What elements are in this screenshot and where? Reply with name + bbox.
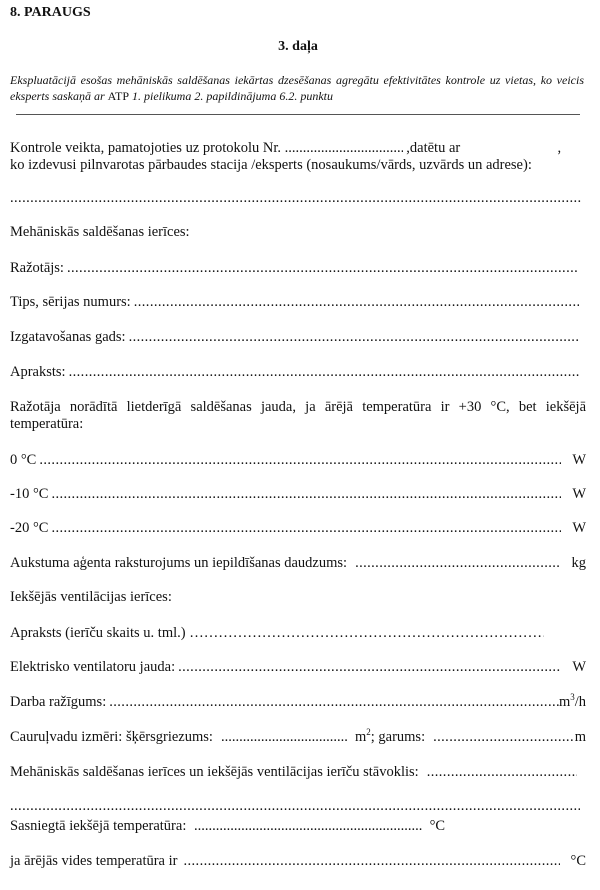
temp-label: -10 °C (10, 486, 49, 502)
issuer-label: ko izdevusi pilnvarotas pārbaudes stacija /eksperts (nosaukums/vārds, uzvārds un adrese): (10, 157, 532, 173)
intro-italic-b: 1. pielikuma 2. papildinājuma 6.2. punktu (132, 89, 333, 103)
ducts-label: Cauruļvadu izmēri: šķērsgriezums: (10, 729, 213, 745)
protocol-label: Kontrole veikta, pamatojoties uz protokolu Nr. (10, 140, 282, 156)
throughput-unit: $m^3/h$ (558, 692, 586, 710)
vent-description-label: Apraksts (ierīču skaits u. tml.) (10, 625, 186, 641)
reached-temp-unit: °C (429, 818, 446, 834)
control-line (10, 140, 586, 157)
condition-label: Mehāniskās saldēšanas ierīces un iekšējās ventilācijas ierīču stāvoklis: (10, 764, 419, 780)
throughput-row[interactable] (10, 694, 586, 711)
description-label: Apraksts: (10, 364, 66, 380)
cross-section-field[interactable] (221, 729, 347, 746)
throughput-label: Darba ražīgums: (10, 694, 107, 710)
temp-row-1[interactable] (10, 486, 586, 503)
temp-label: 0 °C (10, 452, 37, 468)
intro-text (10, 72, 584, 104)
temp-unit: W (572, 486, 586, 502)
refrigerant-label: Aukstuma aģenta raksturojums un iepildīšanas daudzums: (10, 555, 348, 571)
fan-power-unit: W (572, 659, 586, 675)
part-heading: 3. daļa (278, 39, 318, 54)
vent-description-row[interactable] (10, 625, 586, 642)
temp-label: -20 °C (10, 520, 49, 536)
outside-temp-unit: °C (570, 853, 586, 869)
refrigerant-unit: kg (571, 555, 586, 571)
dated-label: ,datētu ar (406, 140, 461, 156)
divider (16, 114, 580, 115)
ducts-unit: $m^2$ (354, 727, 371, 745)
manufacturer-label: Ražotājs: (10, 260, 64, 276)
length-unit: m (574, 729, 586, 745)
intro-atp: ATP (107, 89, 130, 103)
temp-unit: W (572, 452, 586, 468)
form-title: 8. PARAUGS (10, 5, 91, 20)
outside-temp-label: ja ārējās vides temperatūra ir (10, 853, 178, 869)
type-row[interactable] (10, 294, 582, 311)
temp-row-2[interactable] (10, 520, 586, 537)
description-row[interactable] (10, 364, 582, 381)
fan-power-label: Elektrisko ventilatoru jauda: (10, 659, 176, 675)
manufacturer-row[interactable] (10, 260, 582, 277)
condition-row[interactable] (10, 764, 580, 781)
ducts-row[interactable] (10, 729, 586, 746)
capacity-text: Ražotāja norādītā lietderīgā saldēšanas jauda, ja ārējā temperatūra ir +30 °C, bet iekšējā temperatūra: (10, 399, 586, 432)
fan-power-row[interactable] (10, 659, 586, 676)
outside-temp-row[interactable] (10, 853, 586, 870)
vent-description-field[interactable] (189, 625, 544, 642)
reached-temp-field[interactable] (194, 818, 422, 835)
refrigerant-row[interactable] (10, 555, 586, 572)
reached-temp-label: Sasniegtā iekšējā temperatūra: (10, 818, 187, 834)
intro-italic-a: Ekspluatācijā esošas mehāniskās saldēšanas iekārtas dzesēšanas agregātu efektivitātes kontrole uz vietas, ko veicis eksperts saskaņā ar (10, 73, 584, 103)
comma: , (557, 140, 562, 156)
type-label: Tips, sērijas numurs: (10, 294, 131, 310)
length-label: ; garums: (370, 729, 426, 745)
reached-temp-row[interactable] (10, 818, 586, 835)
mech-heading: Mehāniskās saldēšanas ierīces: (10, 224, 190, 240)
year-label: Izgatavošanas gads: (10, 329, 126, 345)
year-row[interactable] (10, 329, 582, 346)
condition-field-2[interactable] (10, 798, 580, 815)
temp-unit: W (572, 520, 586, 536)
issuer-field[interactable] (10, 190, 582, 207)
temp-row-0[interactable] (10, 452, 586, 469)
protocol-number-field[interactable] (285, 140, 403, 157)
vent-heading: Iekšējās ventilācijas ierīces: (10, 589, 172, 605)
